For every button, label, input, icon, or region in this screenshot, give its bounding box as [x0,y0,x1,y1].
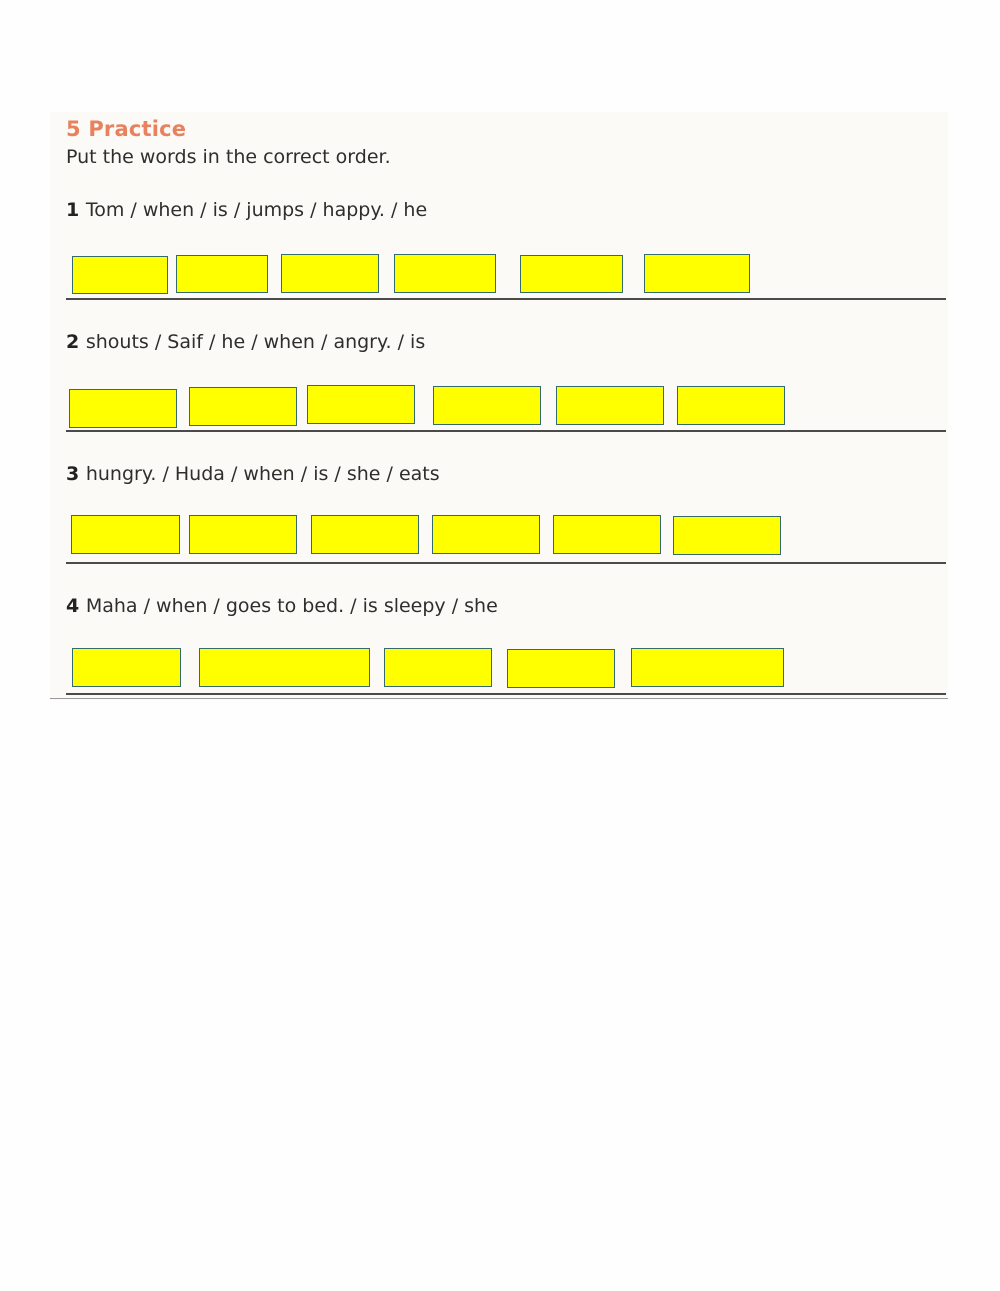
answer-box[interactable] [644,254,750,293]
answer-box[interactable] [394,254,496,293]
answer-box[interactable] [72,648,181,687]
answer-box[interactable] [281,254,379,293]
answer-box[interactable] [631,648,784,687]
exercise-instruction: Put the words in the correct order. [66,146,391,168]
question-number: 2 [66,331,86,353]
sheet-bottom-border [50,698,948,699]
question-number: 4 [66,595,86,617]
divider-line [66,430,946,432]
answer-box[interactable] [433,386,541,425]
answer-box[interactable] [72,256,168,294]
answer-box[interactable] [673,516,781,555]
question-words: hungry. / Huda / when / is / she / eats [85,463,440,485]
answer-box[interactable] [199,648,370,687]
question-2-prompt [66,331,425,353]
question-words: Maha / when / goes to bed. / is sleepy / she [85,595,498,617]
answer-box[interactable] [432,515,540,554]
question-1-prompt [66,199,427,221]
answer-box[interactable] [677,386,785,425]
answer-box[interactable] [189,387,297,426]
answer-box[interactable] [189,515,297,554]
question-words: Tom / when / is / jumps / happy. / he [85,199,428,221]
answer-box[interactable] [176,255,268,293]
divider-line [66,562,946,564]
exercise-title: 5 Practice [66,117,187,141]
answer-box[interactable] [556,386,664,425]
answer-box[interactable] [71,515,180,554]
answer-box[interactable] [307,385,415,424]
answer-box[interactable] [520,255,623,293]
answer-box[interactable] [69,389,177,428]
answer-box[interactable] [553,515,661,554]
answer-box[interactable] [507,649,615,688]
question-number: 3 [66,463,86,485]
question-4-prompt [66,595,498,617]
divider-line [66,693,946,695]
question-3-prompt [66,463,440,485]
answer-box[interactable] [384,648,492,687]
divider-line [66,298,946,300]
question-words: shouts / Saif / he / when / angry. / is [85,331,426,353]
answer-box[interactable] [311,515,419,554]
question-number: 1 [66,199,86,221]
